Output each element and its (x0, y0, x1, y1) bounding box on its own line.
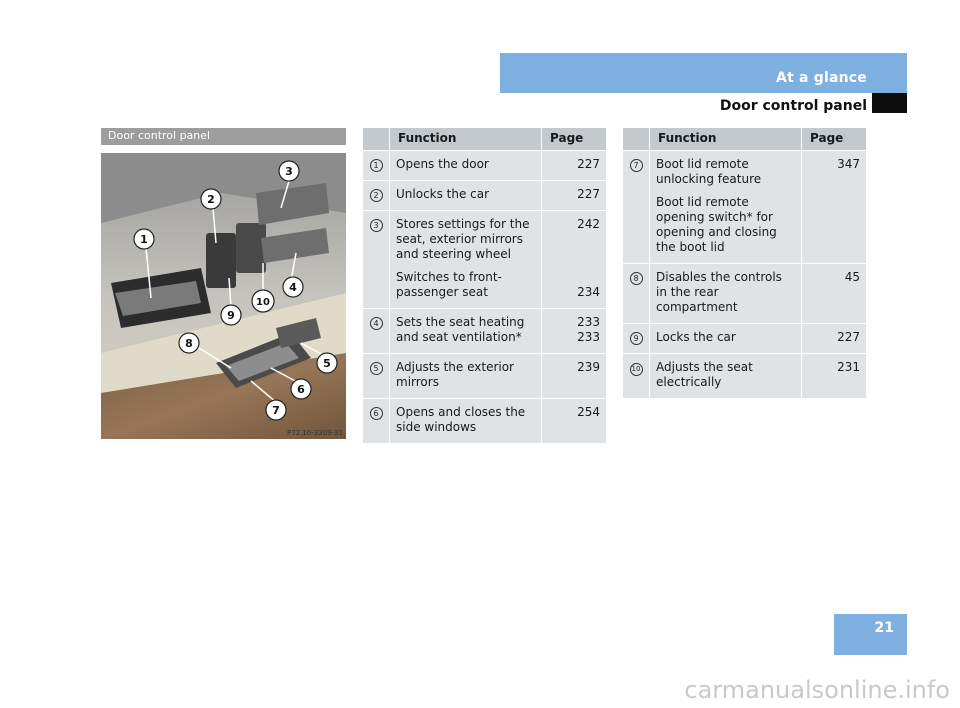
header-marker (872, 93, 907, 113)
callout-5-label: 5 (323, 357, 331, 370)
section-title: At a glance (776, 70, 867, 86)
watermark: carmanualsonline.info (684, 676, 950, 704)
col-function: Function (390, 128, 542, 150)
image-caption: Door control panel (101, 128, 346, 145)
page-title: Door control panel (719, 98, 867, 114)
callout-9-label: 9 (227, 309, 235, 322)
photo-code: P72.10-3309-31 (287, 429, 344, 437)
function-table-left (363, 128, 606, 443)
table-row: 9 Locks the car 227 (623, 323, 866, 353)
callout-8-label: 8 (185, 337, 193, 350)
callout-3-label: 3 (285, 165, 293, 178)
table-row: 10 Adjusts the seat electrically 231 (623, 353, 866, 398)
item-number: 1 (370, 159, 383, 172)
callout-6-label: 6 (297, 383, 305, 396)
table-row: 1 Opens the door 227 (363, 150, 606, 180)
table-row: 4 Sets the seat heating and seat ventilation* 233 233 (363, 308, 606, 353)
item-number: 2 (370, 189, 383, 202)
callout-4-label: 4 (289, 281, 297, 294)
table-row: 6 Opens and closes the side windows 254 (363, 398, 606, 443)
callout-2-label: 2 (207, 193, 215, 206)
page-number: 21 (834, 614, 907, 655)
table-row: 3 Stores settings for the seat, exterior mirrors and steering wheel Switches to front-passenger seat 242 234 (363, 210, 606, 308)
table-header (623, 128, 866, 150)
item-number: 8 (630, 272, 643, 285)
col-function: Function (650, 128, 802, 150)
table-row: 5 Adjusts the exterior mirrors 239 (363, 353, 606, 398)
col-page: Page (542, 128, 607, 150)
item-number: 10 (630, 363, 643, 376)
callout-10-label: 10 (256, 297, 270, 308)
item-number: 6 (370, 407, 383, 420)
table-row: 2 Unlocks the car 227 (363, 180, 606, 210)
item-number: 4 (370, 317, 383, 330)
item-number: 7 (630, 159, 643, 172)
function-table-right (623, 128, 866, 398)
table-row: 7 Boot lid remote unlocking feature Boot lid remote opening switch* for opening and closing the boot lid 347 (623, 150, 866, 263)
col-page: Page (802, 128, 867, 150)
table-header (363, 128, 606, 150)
door-panel-photo (101, 153, 346, 439)
item-number: 5 (370, 362, 383, 375)
item-number: 9 (630, 332, 643, 345)
callout-7-label: 7 (272, 404, 280, 417)
item-number: 3 (370, 219, 383, 232)
table-row: 8 Disables the controls in the rear compartment 45 (623, 263, 866, 323)
callout-1-label: 1 (140, 233, 148, 246)
